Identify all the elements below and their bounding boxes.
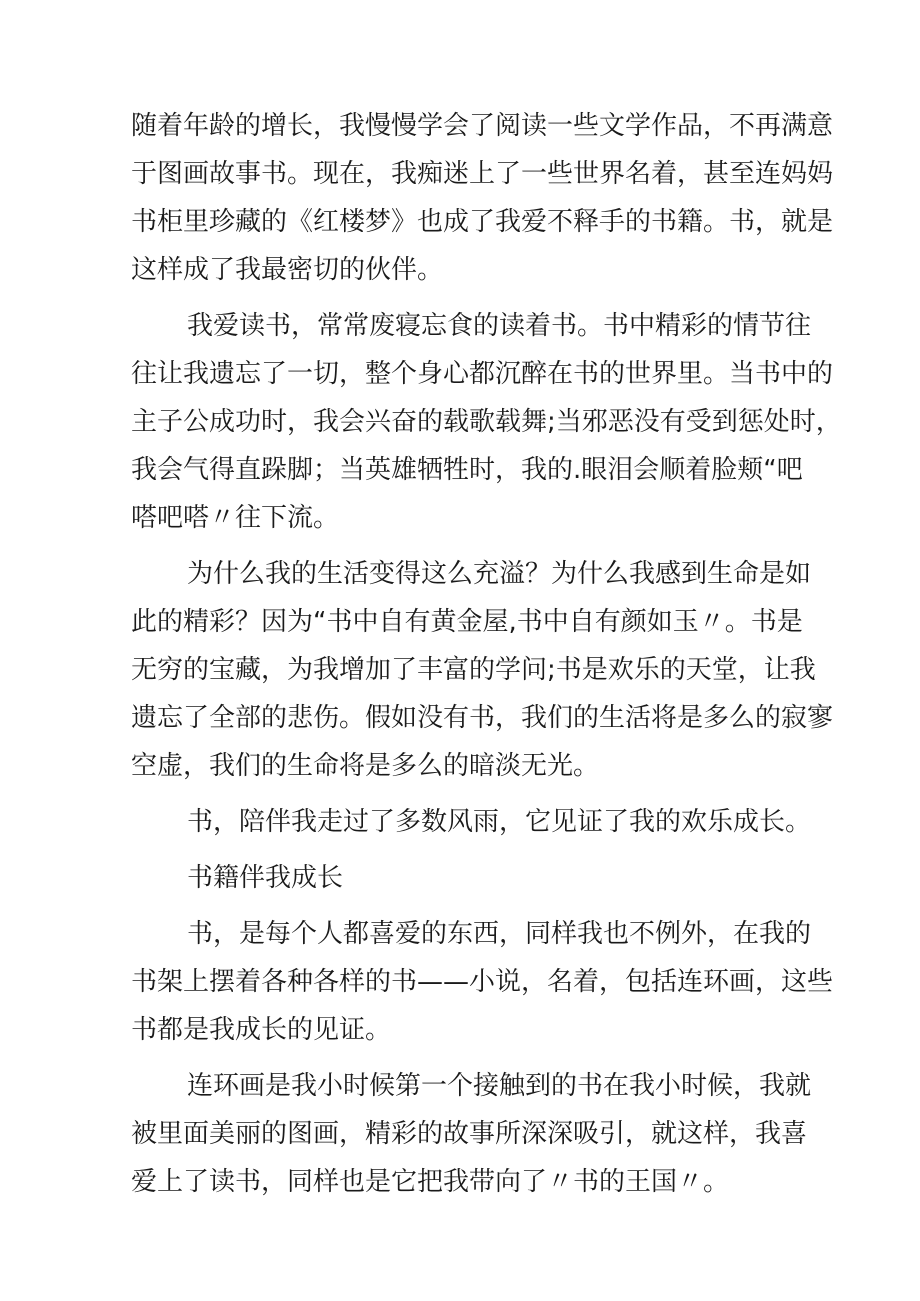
document-body [131,102,842,1206]
paragraph-5 [131,910,834,1054]
paragraph-2 [131,302,842,542]
text-line: 我会气得直跺脚；当英雄牺牲时，我的.眼泪会顺着脸颊“吧 [131,455,803,485]
text-line: 被里面美丽的图画，精彩的故事所深深吸引，就这样，我喜 [131,1119,808,1149]
paragraph-gap [131,902,791,910]
paragraph-gap [131,1054,791,1062]
paragraph-6 [131,1062,812,1206]
paragraph-gap [131,846,791,854]
paragraph-3 [131,550,834,790]
paragraph-gap [131,542,791,550]
text-line: 书都是我成长的见证。 [131,1015,392,1045]
text-line: 遗忘了全部的悲伤。假如没有书，我们的生活将是多么的寂寥 [131,703,834,733]
section-heading [131,854,791,902]
text-line: 嗒吧嗒〃往下流。 [131,503,340,533]
text-line: 于图画故事书。现在，我痴迷上了一些世界名着，甚至连妈妈 [131,159,834,189]
text-line: 连环画是我小时候第一个接触到的书在我小时候，我就 [187,1071,812,1101]
paragraph-4 [131,798,812,846]
paragraph-1 [131,102,834,294]
paragraph-gap [131,790,791,798]
paragraph-gap [131,294,791,302]
text-line: 书柜里珍藏的《红楼梦》也成了我爱不释手的书籍。书，就是 [131,207,834,237]
text-line: 往让我遗忘了一切，整个身心都沉醉在书的世界里。当书中的 [131,359,834,389]
text-line: 为什么我的生活变得这么充溢？为什么我感到生命是如 [187,559,812,589]
text-line: 这样成了我最密切的伙伴。 [131,255,444,285]
text-line: 无穷的宝藏，为我增加了丰富的学问;书是欢乐的天堂，让我 [131,655,816,685]
text-line: 书架上摆着各种各样的书——小说，名着，包括连环画，这些 [131,967,834,997]
text-line: 随着年龄的增长，我慢慢学会了阅读一些文学作品，不再满意 [131,111,834,141]
text-line: 书，是每个人都喜爱的东西，同样我也不例外，在我的 [187,919,812,949]
text-line: 主子公成功时，我会兴奋的载歌载舞;当邪恶没有受到惩处时， [131,407,842,437]
text-line: 空虚，我们的生命将是多么的暗淡无光。 [131,751,600,781]
text-line: 此的精彩？因为“书中自有黄金屋,书中自有颜如玉〃。书是 [131,607,803,637]
heading-text: 书籍伴我成长 [187,863,344,893]
text-line: 书，陪伴我走过了多数风雨，它见证了我的欢乐成长。 [187,807,812,837]
text-line: 我爱读书，常常废寝忘食的读着书。书中精彩的情节往 [187,311,812,341]
text-line: 爱上了读书，同样也是它把我带向了〃书的王国〃。 [131,1167,730,1197]
